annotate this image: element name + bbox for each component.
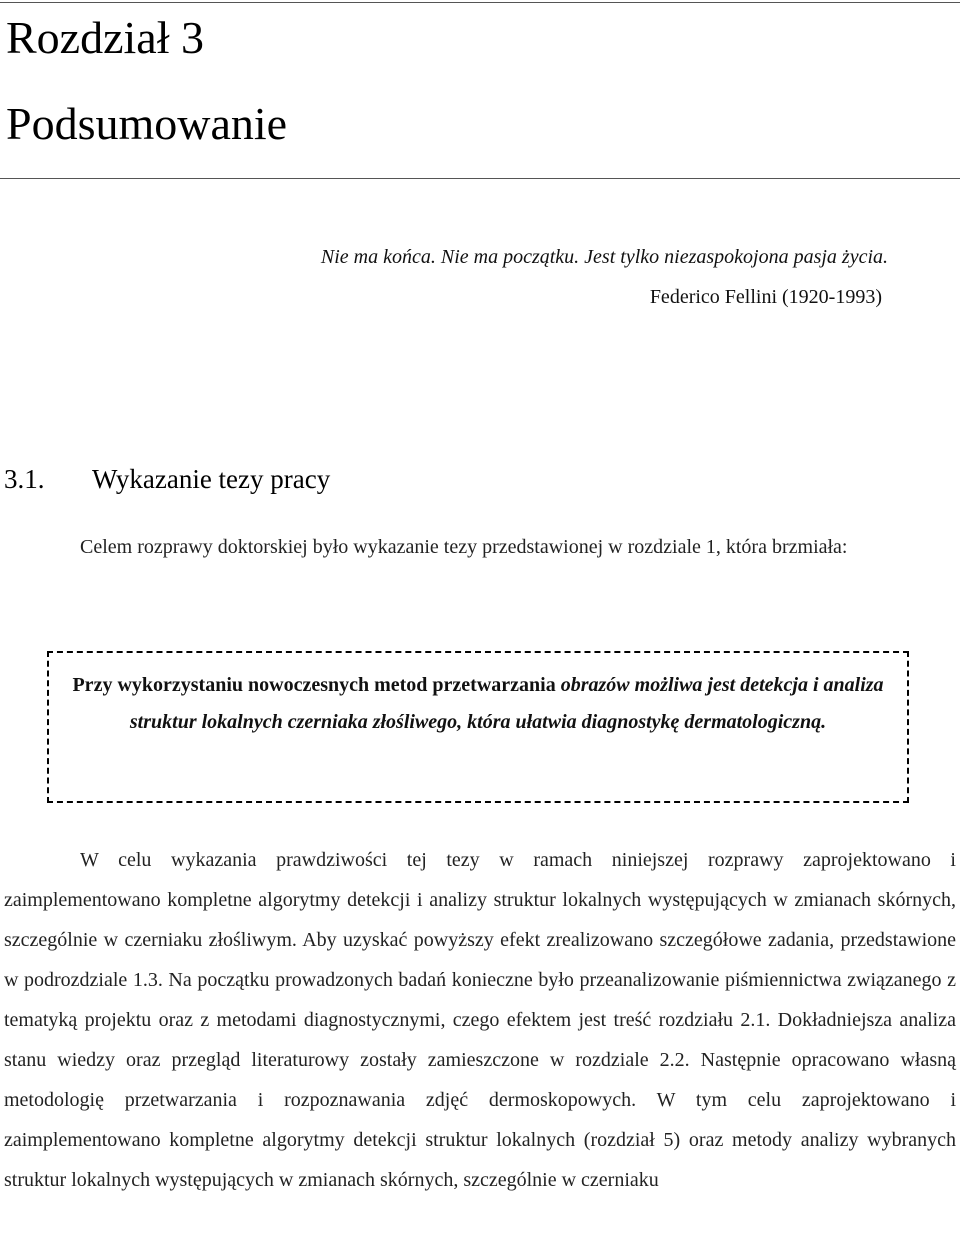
section-number: 3.1. (4, 464, 45, 494)
chapter-title: Podsumowanie (6, 98, 288, 149)
intro-paragraph: Celem rozprawy doktorskiej było wykazanie tezy przedstawionej w rozdziale 1, która brzmiała: (80, 536, 848, 558)
section-heading (4, 462, 330, 496)
epigraph-author: Federico Fellini (1920-1993) (649, 286, 882, 308)
thesis-part-italic: obrazów możliwa jest detekcja i analiza struktur lokalnych czerniaka złośliwego, która ułatwia diagnostykę dermatologiczną. (129, 674, 884, 733)
chapter-number: Rozdział 3 (6, 12, 204, 63)
thesis-part-upright: Przy wykorzystaniu nowoczesnych metod przetwarzania (72, 674, 556, 696)
body-paragraph: W celu wykazania prawdziwości tej tezy w ramach niniejszej rozprawy zaprojektowano i zaimplementowano kompletne algorytmy detekcji i analizy struktur lokalnych występujących w zmianach skórnych, szczególnie w czerniaku złośliwym. Aby uzyskać powyższy efekt zrealizowano szczegółowe zadania, przedstawione w podrozdziale 1.3. Na początku prowadzonych badań konieczne było przeanalizowanie piśmiennictwa związanego z tematyką projektu oraz z metodami diagnostycznymi, czego efektem jest treść rozdziału 2.1. Dokładniejsza analiza stanu wiedzy oraz przegląd literaturowy zostały zamieszczone w rozdziale 2.2. Następnie opracowano własną metodologię przetwarzania i rozpoznawania zdjęć dermoskopowych. W tym celu zaprojektowano i zaimplementowano kompletne algorytmy detekcji struktur lokalnych (rozdział 5) oraz metody analizy wybranych struktur lokalnych występujących w zmianach skórnych, szczególnie w czerniaku (4, 849, 956, 1191)
section-title: Wykazanie tezy pracy (92, 464, 331, 494)
thesis-box (47, 651, 909, 803)
epigraph-quote: Nie ma końca. Nie ma początku. Jest tylko niezaspokojona pasja życia. (320, 246, 888, 268)
thesis-statement (59, 667, 897, 741)
top-rule (0, 2, 960, 3)
chapter-rule (0, 178, 960, 179)
